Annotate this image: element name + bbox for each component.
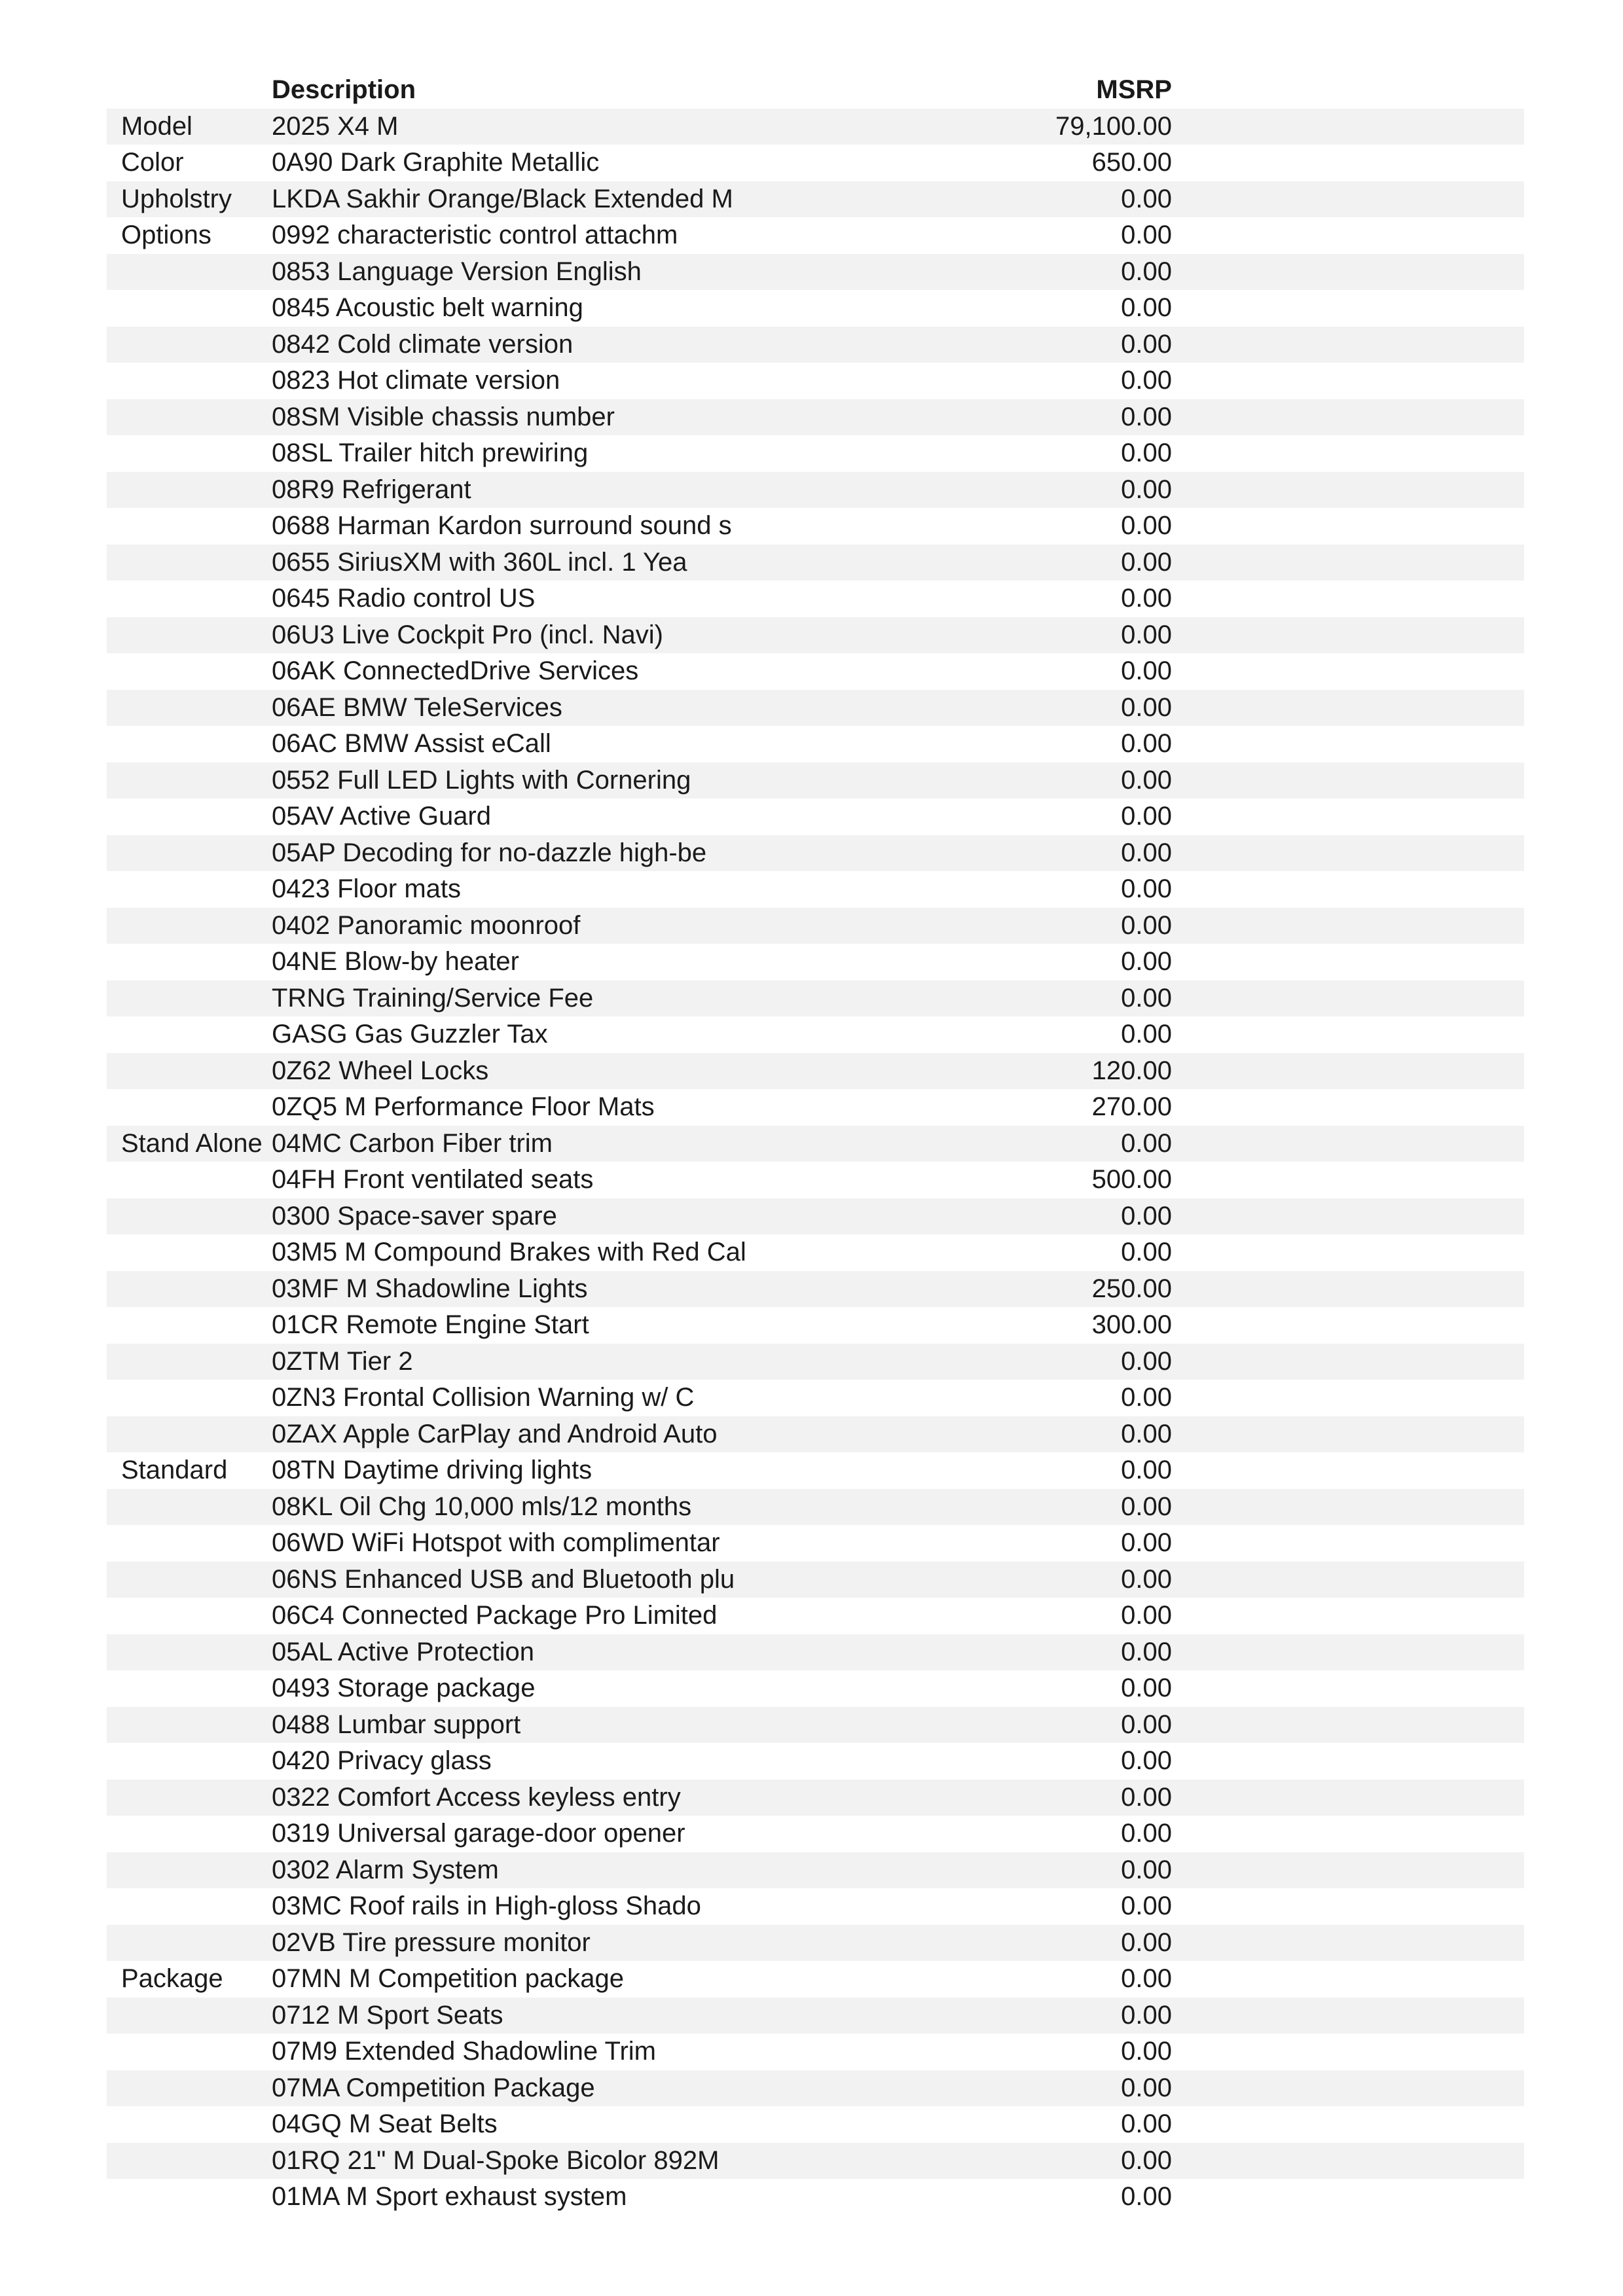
row-description: 0A90 Dark Graphite Metallic xyxy=(272,148,600,177)
row-msrp: 0.00 xyxy=(1121,1128,1172,1158)
row-msrp: 0.00 xyxy=(1121,1855,1172,1884)
table-row xyxy=(107,1344,1524,1380)
row-msrp: 0.00 xyxy=(1121,2037,1172,2066)
row-category: Model xyxy=(121,111,192,141)
row-msrp: 0.00 xyxy=(1121,874,1172,903)
table-row xyxy=(107,290,1524,327)
row-msrp: 0.00 xyxy=(1121,729,1172,758)
row-description: 0420 Privacy glass xyxy=(272,1746,492,1775)
row-category: Stand Alone xyxy=(121,1128,263,1158)
row-msrp: 0.00 xyxy=(1121,366,1172,395)
row-msrp: 120.00 xyxy=(1091,1056,1172,1085)
row-description: 06NS Enhanced USB and Bluetooth plu xyxy=(272,1564,735,1594)
table-row xyxy=(107,690,1524,726)
row-msrp: 0.00 xyxy=(1121,983,1172,1013)
table-header xyxy=(107,72,1524,109)
table-row xyxy=(107,1998,1524,2034)
row-msrp: 0.00 xyxy=(1121,2073,1172,2102)
row-msrp: 0.00 xyxy=(1121,1456,1172,1484)
table-row xyxy=(107,1126,1524,1162)
table-row xyxy=(107,762,1524,799)
table-row xyxy=(107,1380,1524,1416)
row-description: 0845 Acoustic belt warning xyxy=(272,293,583,322)
row-description: 08TN Daytime driving lights xyxy=(272,1456,593,1484)
table-row xyxy=(107,944,1524,980)
row-description: 0655 SiriusXM with 360L incl. 1 Yea xyxy=(272,547,687,577)
table-row xyxy=(107,1562,1524,1598)
row-msrp: 0.00 xyxy=(1121,547,1172,577)
row-description: 06AE BMW TeleServices xyxy=(272,692,562,722)
row-description: 06AK ConnectedDrive Services xyxy=(272,656,639,685)
row-description: 01MA M Sport exhaust system xyxy=(272,2182,627,2211)
table-row xyxy=(107,1525,1524,1562)
table-row xyxy=(107,2070,1524,2107)
row-msrp: 0.00 xyxy=(1121,1020,1172,1049)
row-description: 06WD WiFi Hotspot with complimentar xyxy=(272,1528,720,1557)
row-msrp: 500.00 xyxy=(1091,1165,1172,1194)
row-description: 08SL Trailer hitch prewiring xyxy=(272,439,589,467)
table-row xyxy=(107,1452,1524,1489)
table-row xyxy=(107,726,1524,762)
row-msrp: 0.00 xyxy=(1121,475,1172,504)
row-description: 0823 Hot climate version xyxy=(272,366,560,395)
row-description: 07MA Competition Package xyxy=(272,2073,595,2102)
row-msrp: 0.00 xyxy=(1121,947,1172,976)
row-description: 06U3 Live Cockpit Pro (incl. Navi) xyxy=(272,620,663,649)
row-msrp: 0.00 xyxy=(1121,1710,1172,1739)
table-row xyxy=(107,327,1524,363)
row-description: 0ZTM Tier 2 xyxy=(272,1346,413,1376)
row-msrp: 0.00 xyxy=(1121,2000,1172,2030)
table-row xyxy=(107,1780,1524,1816)
row-description: 0992 characteristic control attachm xyxy=(272,221,678,249)
table-row xyxy=(107,1271,1524,1308)
row-msrp: 0.00 xyxy=(1121,1201,1172,1230)
row-description: 08SM Visible chassis number xyxy=(272,402,615,431)
table-row xyxy=(107,617,1524,654)
table-row xyxy=(107,1598,1524,1634)
table-row xyxy=(107,435,1524,472)
row-msrp: 0.00 xyxy=(1121,1892,1172,1920)
row-msrp: 0.00 xyxy=(1121,1346,1172,1376)
row-description: 2025 X4 M xyxy=(272,111,399,141)
row-msrp: 0.00 xyxy=(1121,293,1172,322)
row-description: 01CR Remote Engine Start xyxy=(272,1310,589,1339)
table-row xyxy=(107,1162,1524,1198)
row-description: 0488 Lumbar support xyxy=(272,1710,521,1739)
row-msrp: 0.00 xyxy=(1121,1492,1172,1521)
table-row xyxy=(107,908,1524,944)
table-row xyxy=(107,2179,1524,2215)
table-row xyxy=(107,363,1524,399)
row-category: Package xyxy=(121,1964,223,1993)
row-msrp: 0.00 xyxy=(1121,1674,1172,1702)
row-msrp: 79,100.00 xyxy=(1055,111,1172,141)
table-row xyxy=(107,399,1524,436)
row-description: 04GQ M Seat Belts xyxy=(272,2109,498,2138)
row-description: 0302 Alarm System xyxy=(272,1855,499,1884)
msrp-sheet xyxy=(107,72,1524,2215)
row-description: 0842 Cold climate version xyxy=(272,329,574,359)
table-row xyxy=(107,1816,1524,1852)
table-row xyxy=(107,109,1524,145)
table-row xyxy=(107,1670,1524,1707)
header-description: Description xyxy=(272,75,416,104)
row-msrp: 0.00 xyxy=(1121,584,1172,613)
row-description: 05AV Active Guard xyxy=(272,802,491,831)
row-description: 03MF M Shadowline Lights xyxy=(272,1274,588,1303)
row-msrp: 0.00 xyxy=(1121,2109,1172,2138)
row-msrp: 0.00 xyxy=(1121,1964,1172,1993)
row-msrp: 300.00 xyxy=(1091,1310,1172,1339)
table-row xyxy=(107,1016,1524,1053)
row-description: 0688 Harman Kardon surround sound s xyxy=(272,511,732,540)
row-msrp: 0.00 xyxy=(1121,329,1172,359)
row-description: 06C4 Connected Package Pro Limited xyxy=(272,1601,718,1630)
table-row xyxy=(107,1489,1524,1526)
row-description: 0712 M Sport Seats xyxy=(272,2000,503,2030)
table-row xyxy=(107,1634,1524,1671)
table-row xyxy=(107,472,1524,509)
row-msrp: 0.00 xyxy=(1121,1637,1172,1666)
table-row xyxy=(107,1416,1524,1453)
row-msrp: 0.00 xyxy=(1121,221,1172,249)
table-row xyxy=(107,1198,1524,1235)
row-category: Color xyxy=(121,148,184,177)
row-category: Options xyxy=(121,221,211,249)
row-description: 0402 Panoramic moonroof xyxy=(272,910,581,940)
row-description: 0645 Radio control US xyxy=(272,584,536,613)
row-msrp: 0.00 xyxy=(1121,1782,1172,1812)
row-description: 0300 Space-saver spare xyxy=(272,1201,557,1230)
row-msrp: 270.00 xyxy=(1091,1092,1172,1121)
row-description: 04MC Carbon Fiber trim xyxy=(272,1128,553,1158)
row-msrp: 0.00 xyxy=(1121,1819,1172,1848)
table-row xyxy=(107,1743,1524,1780)
row-msrp: 0.00 xyxy=(1121,257,1172,286)
table-row xyxy=(107,1961,1524,1998)
row-msrp: 0.00 xyxy=(1121,620,1172,649)
row-description: 0552 Full LED Lights with Cornering xyxy=(272,765,691,795)
row-description: 0Z62 Wheel Locks xyxy=(272,1056,489,1085)
table-row xyxy=(107,1234,1524,1271)
table-row xyxy=(107,1888,1524,1925)
row-description: 0ZN3 Frontal Collision Warning w/ C xyxy=(272,1383,695,1412)
row-msrp: 0.00 xyxy=(1121,838,1172,867)
row-category: Upholstry xyxy=(121,184,232,213)
table-row xyxy=(107,798,1524,835)
table-row xyxy=(107,2143,1524,2179)
row-description: 0ZAX Apple CarPlay and Android Auto xyxy=(272,1419,718,1448)
row-description: 0322 Comfort Access keyless entry xyxy=(272,1782,681,1812)
table-row xyxy=(107,508,1524,545)
row-msrp: 0.00 xyxy=(1121,1383,1172,1412)
row-description: 0423 Floor mats xyxy=(272,874,462,903)
table-row xyxy=(107,871,1524,908)
row-description: 08R9 Refrigerant xyxy=(272,475,471,504)
table-row xyxy=(107,1053,1524,1090)
row-msrp: 650.00 xyxy=(1091,148,1172,177)
row-description: 03M5 M Compound Brakes with Red Cal xyxy=(272,1238,746,1266)
row-msrp: 0.00 xyxy=(1121,1238,1172,1266)
row-msrp: 0.00 xyxy=(1121,656,1172,685)
row-description: 03MC Roof rails in High-gloss Shado xyxy=(272,1892,701,1920)
table-row xyxy=(107,1089,1524,1126)
table-row xyxy=(107,545,1524,581)
row-description: LKDA Sakhir Orange/Black Extended M xyxy=(272,184,733,213)
row-description: 0ZQ5 M Performance Floor Mats xyxy=(272,1092,655,1121)
row-msrp: 0.00 xyxy=(1121,1746,1172,1775)
table-row xyxy=(107,2106,1524,2143)
row-description: 08KL Oil Chg 10,000 mls/12 months xyxy=(272,1492,692,1521)
row-msrp: 0.00 xyxy=(1121,1564,1172,1594)
row-description: GASG Gas Guzzler Tax xyxy=(272,1020,548,1049)
row-description: 0493 Storage package xyxy=(272,1674,536,1702)
table-row xyxy=(107,980,1524,1017)
row-msrp: 0.00 xyxy=(1121,1928,1172,1957)
row-msrp: 0.00 xyxy=(1121,802,1172,831)
row-msrp: 0.00 xyxy=(1121,184,1172,213)
row-msrp: 0.00 xyxy=(1121,910,1172,940)
row-description: 07MN M Competition package xyxy=(272,1964,625,1993)
row-msrp: 0.00 xyxy=(1121,1528,1172,1557)
row-msrp: 0.00 xyxy=(1121,765,1172,795)
table-row xyxy=(107,181,1524,218)
table-row xyxy=(107,254,1524,291)
row-description: 02VB Tire pressure monitor xyxy=(272,1928,591,1957)
table-row xyxy=(107,2034,1524,2070)
row-description: 06AC BMW Assist eCall xyxy=(272,729,551,758)
row-msrp: 250.00 xyxy=(1091,1274,1172,1303)
row-description: 07M9 Extended Shadowline Trim xyxy=(272,2037,656,2066)
row-description: 01RQ 21" M Dual-Spoke Bicolor 892M xyxy=(272,2145,720,2175)
row-msrp: 0.00 xyxy=(1121,2145,1172,2175)
row-msrp: 0.00 xyxy=(1121,511,1172,540)
row-description: 04NE Blow-by heater xyxy=(272,947,519,976)
table-row xyxy=(107,1307,1524,1344)
row-msrp: 0.00 xyxy=(1121,402,1172,431)
table-row xyxy=(107,1707,1524,1744)
table-row xyxy=(107,1925,1524,1962)
row-description: 04FH Front ventilated seats xyxy=(272,1165,594,1194)
table-row xyxy=(107,581,1524,617)
table-row xyxy=(107,1852,1524,1889)
row-description: TRNG Training/Service Fee xyxy=(272,983,594,1013)
row-msrp: 0.00 xyxy=(1121,1419,1172,1448)
table-row xyxy=(107,217,1524,254)
table-row xyxy=(107,653,1524,690)
row-description: 0319 Universal garage-door opener xyxy=(272,1819,685,1848)
row-msrp: 0.00 xyxy=(1121,439,1172,467)
row-description: 05AP Decoding for no-dazzle high-be xyxy=(272,838,707,867)
row-category: Standard xyxy=(121,1456,228,1484)
table-row xyxy=(107,145,1524,181)
row-description: 0853 Language Version English xyxy=(272,257,642,286)
row-msrp: 0.00 xyxy=(1121,692,1172,722)
row-description: 05AL Active Protection xyxy=(272,1637,534,1666)
table-body xyxy=(107,109,1524,2215)
header-msrp: MSRP xyxy=(1096,75,1172,104)
row-msrp: 0.00 xyxy=(1121,1601,1172,1630)
table-row xyxy=(107,835,1524,872)
row-msrp: 0.00 xyxy=(1121,2182,1172,2211)
